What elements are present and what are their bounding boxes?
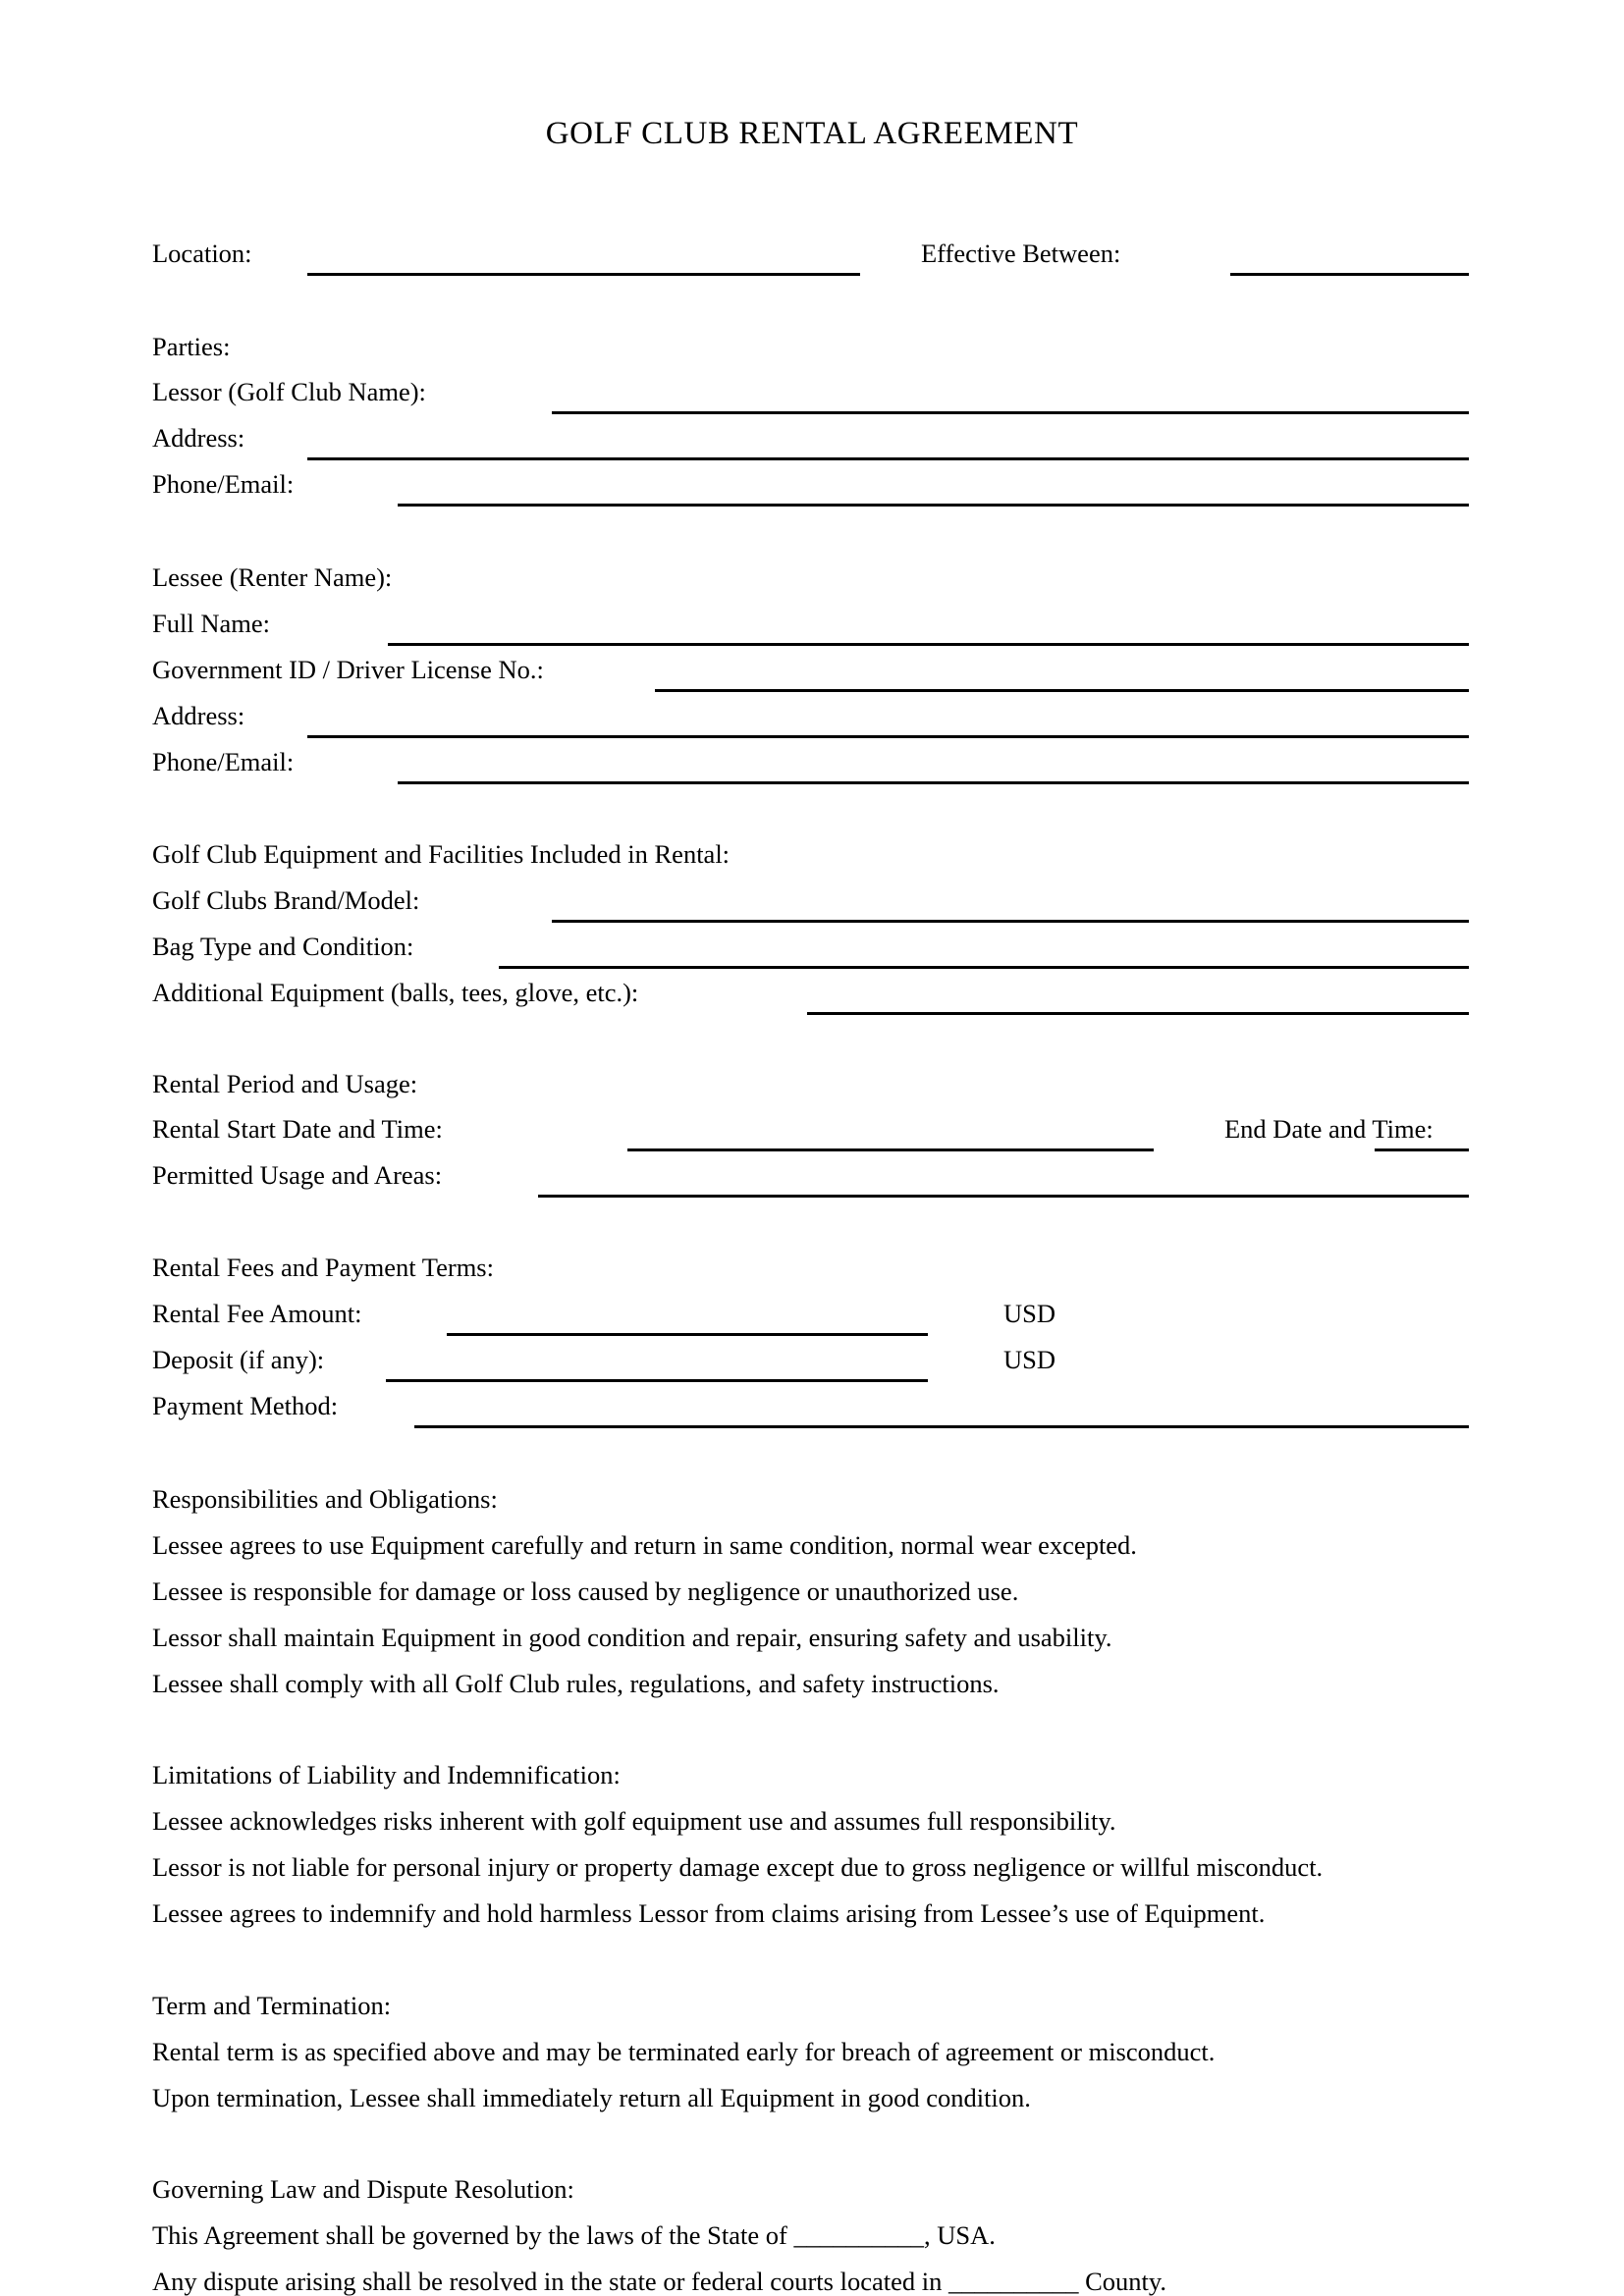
rental-fee-currency: USD xyxy=(1003,1299,1056,1328)
effective-between-input[interactable] xyxy=(1230,273,1469,276)
lessee-govid-input[interactable] xyxy=(655,689,1469,692)
bag-type-input[interactable] xyxy=(499,966,1469,969)
lessee-fullname-label: Full Name: xyxy=(152,609,270,638)
termination-line: Rental term is as specified above and may be terminated early for breach of agreement or misconduct. xyxy=(152,2037,1216,2066)
liability-line: Lessee acknowledges risks inherent with golf equipment use and assumes full responsibility. xyxy=(152,1806,1116,1836)
lessor-phone-label: Phone/Email: xyxy=(152,469,295,499)
clubs-brand-input[interactable] xyxy=(552,920,1469,923)
liability-line: Lessee agrees to indemnify and hold harmless Lessor from claims arising from Lessee’s use of Equipment. xyxy=(152,1898,1266,1928)
rental-end-input[interactable] xyxy=(1375,1148,1469,1151)
lessee-govid-label: Government ID / Driver License No.: xyxy=(152,655,544,684)
lessee-phone-input[interactable] xyxy=(398,781,1469,784)
liability-heading: Limitations of Liability and Indemnification: xyxy=(152,1760,621,1789)
liability-line: Lessor is not liable for personal injury or property damage except due to gross negligence or willful misconduct. xyxy=(152,1852,1324,1882)
page-title: GOLF CLUB RENTAL AGREEMENT xyxy=(545,116,1079,151)
payment-method-label: Payment Method: xyxy=(152,1391,339,1420)
deposit-label: Deposit (if any): xyxy=(152,1345,325,1374)
governing-law-heading: Governing Law and Dispute Resolution: xyxy=(152,2174,574,2204)
responsibilities-heading: Responsibilities and Obligations: xyxy=(152,1484,498,1514)
lessor-address-input[interactable] xyxy=(307,457,1469,460)
rental-period-heading: Rental Period and Usage: xyxy=(152,1069,418,1098)
lessor-name-label: Lessor (Golf Club Name): xyxy=(152,377,426,406)
equipment-heading: Golf Club Equipment and Facilities Included in Rental: xyxy=(152,839,731,869)
deposit-currency: USD xyxy=(1003,1345,1056,1374)
location-label: Location: xyxy=(152,239,252,268)
lessor-address-label: Address: xyxy=(152,423,245,453)
lessor-name-input[interactable] xyxy=(552,411,1469,414)
termination-heading: Term and Termination: xyxy=(152,1991,392,2020)
governing-law-state-line: This Agreement shall be governed by the laws of the State of __________, USA. xyxy=(152,2220,996,2250)
payment-method-input[interactable] xyxy=(414,1425,1469,1428)
lessee-address-input[interactable] xyxy=(307,735,1469,738)
rental-fee-input[interactable] xyxy=(447,1333,928,1336)
responsibilities-line: Lessee shall comply with all Golf Club rules, regulations, and safety instructions. xyxy=(152,1669,1000,1698)
rental-start-label: Rental Start Date and Time: xyxy=(152,1114,443,1144)
permitted-usage-label: Permitted Usage and Areas: xyxy=(152,1160,443,1190)
bag-type-label: Bag Type and Condition: xyxy=(152,932,414,961)
termination-line: Upon termination, Lessee shall immediately return all Equipment in good condition. xyxy=(152,2083,1031,2112)
governing-law-courts-line: Any dispute arising shall be resolved in the state or federal courts located in __________ County. xyxy=(152,2267,1167,2296)
additional-equipment-label: Additional Equipment (balls, tees, glove, etc.): xyxy=(152,978,639,1007)
responsibilities-line: Lessee is responsible for damage or loss caused by negligence or unauthorized use. xyxy=(152,1576,1019,1606)
fees-heading: Rental Fees and Payment Terms: xyxy=(152,1253,494,1282)
responsibilities-line: Lessor shall maintain Equipment in good condition and repair, ensuring safety and usability. xyxy=(152,1623,1112,1652)
lessor-phone-input[interactable] xyxy=(398,504,1469,507)
location-input[interactable] xyxy=(307,273,860,276)
clubs-brand-label: Golf Clubs Brand/Model: xyxy=(152,885,420,915)
parties-heading: Parties: xyxy=(152,332,231,361)
permitted-usage-input[interactable] xyxy=(538,1195,1469,1198)
deposit-input[interactable] xyxy=(386,1379,928,1382)
effective-between-label: Effective Between: xyxy=(921,239,1121,268)
responsibilities-line: Lessee agrees to use Equipment carefully and return in same condition, normal wear excepted. xyxy=(152,1530,1137,1560)
lessee-phone-label: Phone/Email: xyxy=(152,747,295,776)
rental-end-label: End Date and Time: xyxy=(1224,1114,1434,1144)
rental-fee-label: Rental Fee Amount: xyxy=(152,1299,362,1328)
rental-start-input[interactable] xyxy=(627,1148,1154,1151)
additional-equipment-input[interactable] xyxy=(807,1012,1469,1015)
lessee-fullname-input[interactable] xyxy=(388,643,1469,646)
lessee-heading: Lessee (Renter Name): xyxy=(152,562,393,592)
lessee-address-label: Address: xyxy=(152,701,245,730)
